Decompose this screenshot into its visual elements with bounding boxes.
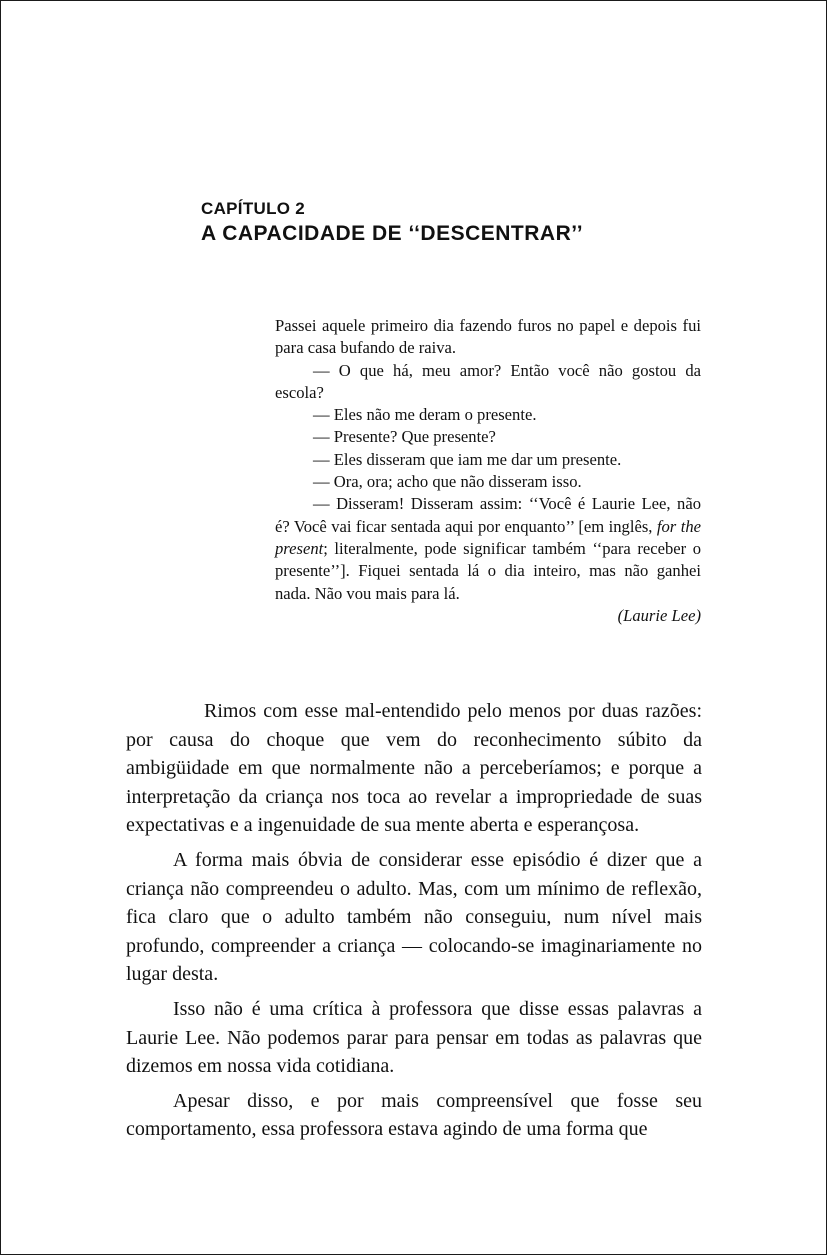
body-paragraph: Apesar disso, e por mais compreensível que fosse seu comportamento, essa professora estava agindo de uma forma que [126,1089,702,1141]
epigraph-paragraph-last [275,493,701,604]
body-paragraph: Rimos com esse mal-entendido pelo menos por duas razões: por causa do choque que vem do reconhecimento súbito da ambigüidade em que normalmente não a perceberíamos; e porque a interpretação da criança nos toca ao revelar a impropriedade de suas expectativas e a ingenuidade de sua mente aberta e esperançosa. [126,700,702,837]
epigraph-text: — Disseram! Disseram assim: ‘‘Você é Laurie Lee, não é? Você vai ficar sentada aqui por enquanto’’ [em inglês, [275,494,701,536]
epigraph-paragraph: — O que há, meu amor? Então você não gostou da escola? [275,360,701,402]
epigraph-text: ; literalmente, pode significar também ‘‘para receber o presente’’]. Fiquei sentada lá o dia inteiro, mas não ganhei nada. Não vou mais para lá. [275,538,701,603]
body-paragraph: Isso não é uma crítica à professora que disse essas palavras a Laurie Lee. Não podemos parar para pensar em todas as palavras que dizemos em nossa vida cotidiana. [126,997,702,1078]
body-paragraph: A forma mais óbvia de considerar esse episódio é dizer que a criança não compreendeu o adulto. Mas, com um mínimo de reflexão, fica claro que o adulto também não conseguiu, num nível mais profundo, compreender a criança — colocando-se imaginariamente no lugar desta. [126,848,702,986]
body-text [126,697,702,1150]
epigraph-paragraph: — Presente? Que presente? [313,427,496,447]
epigraph-paragraph: — Ora, ora; acho que não disseram isso. [313,472,582,492]
chapter-label: CAPÍTULO 2 [201,199,306,218]
epigraph-italic-phrase: for the present [275,516,701,558]
epigraph [275,315,701,627]
epigraph-source: (Laurie Lee) [617,605,701,625]
epigraph-paragraph: — Eles disseram que iam me dar um presente. [313,449,622,469]
epigraph-paragraph: Passei aquele primeiro dia fazendo furos no papel e depois fui para casa bufando de raiva. [275,316,701,358]
epigraph-paragraph: — Eles não me deram o presente. [313,405,537,425]
chapter-title: A CAPACIDADE DE ‘‘DESCENTRAR’’ [201,222,584,245]
